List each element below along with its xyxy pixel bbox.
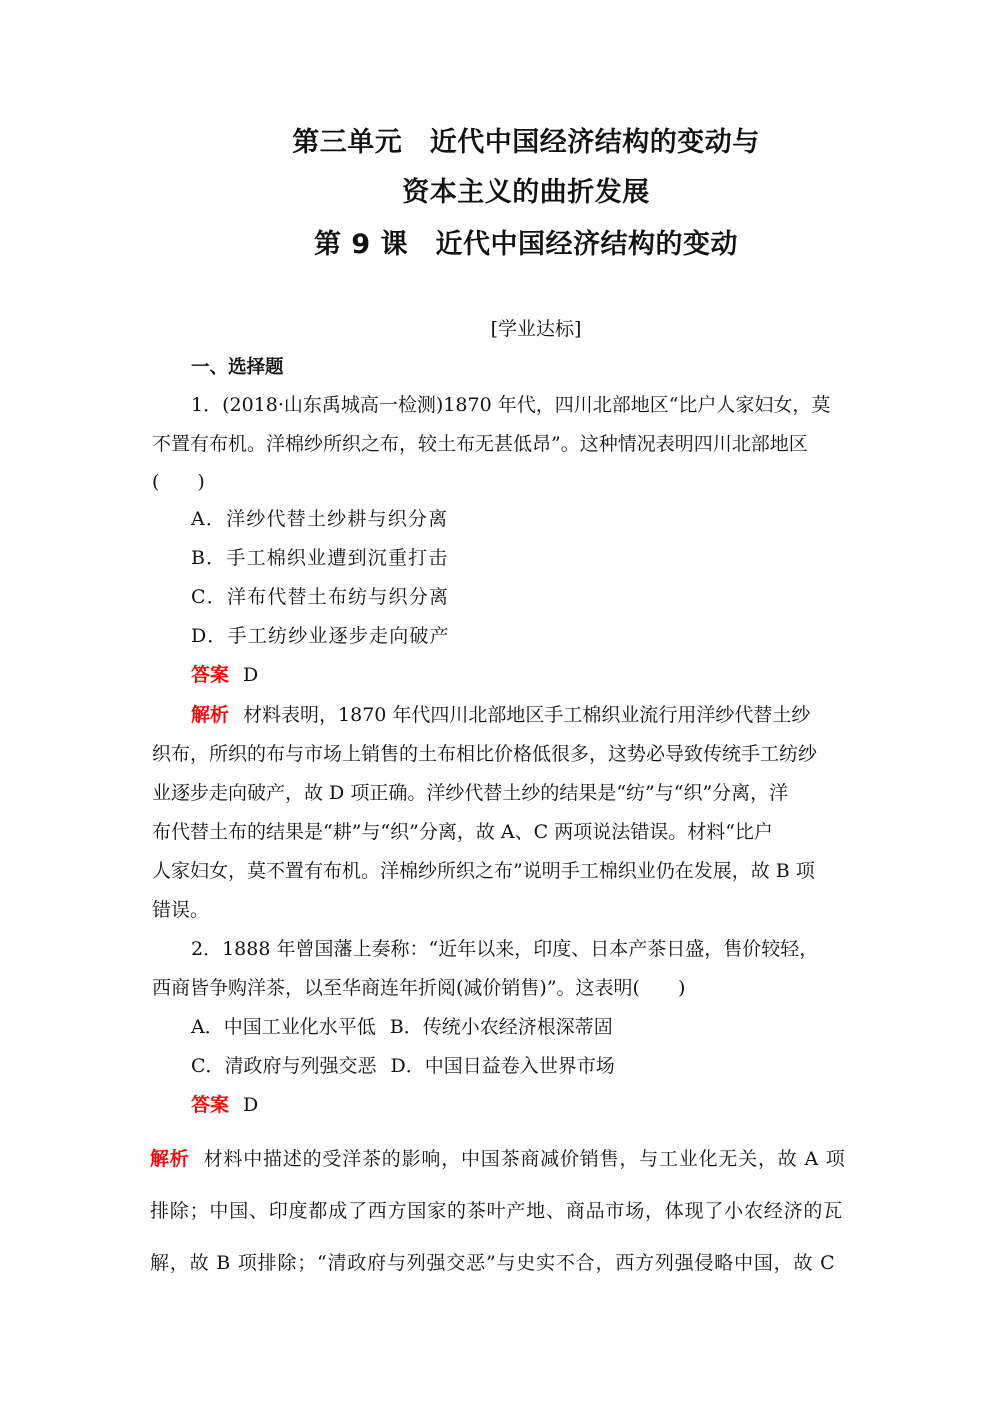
question-stem-line: 不置有布机。洋棉纱所织之布，较土布无甚低昂”。这种情况表明四川北部地区 [152,433,808,455]
analysis-line [150,1147,850,1171]
option-a: A．洋纱代替土纱耕与织分离 [191,508,449,530]
analysis-line: 错误。 [152,899,210,921]
analysis-line: 人家妇女，莫不置有布机。洋棉纱所织之布”说明手工棉织业仍在发展，故 B 项 [152,860,815,882]
option-c: C．洋布代替土布纺与织分离 [191,586,450,608]
option-d: D．手工纺纱业逐步走向破产 [191,625,450,647]
unit-subtitle: 资本主义的曲折发展 [402,177,650,208]
section-label: [学业达标] [490,318,582,340]
analysis-line: 布代替土布的结果是“耕”与“织”分离，故 A、C 两项说法错误。材料“比户 [152,821,773,843]
question-stem-line: ( ) [152,471,205,493]
analysis-line: 业逐步走向破产，故 D 项正确。洋纱代替土纱的结果是“纺”与“织”分离，洋 [152,782,789,804]
answer-label: 答案 [191,664,230,686]
option-b: B．手工棉织业遭到沉重打击 [191,547,449,569]
answer-value: D [243,1094,259,1116]
question-stem-line: 2．1888 年曾国藩上奏称：“近年以来，印度、日本产茶日盛，售价较轻， [191,938,819,960]
options-row [191,1054,891,1078]
question-stem-line: 西商皆争购洋茶，以至华商连年折阅(减价销售)”。这表明( ) [152,977,686,999]
answer-value: D [243,664,259,686]
analysis-label: 解析 [150,1148,190,1170]
option-d: D．中国日益卷入世界市场 [390,1055,615,1077]
option-b: B．传统小农经济根深蒂固 [389,1016,613,1038]
unit-title: 第三单元 近代中国经济结构的变动与 [292,127,760,158]
option-a: A．中国工业化水平低 [191,1016,376,1038]
option-c: C．清政府与列强交恶 [191,1055,377,1077]
analysis-line: 织布，所织的布与市场上销售的土布相比价格低很多，这势必导致传统手工纺纱 [152,743,818,765]
analysis-line: 解，故 B 项排除；“清政府与列强交恶”与史实不合，西方列强侵略中国，故 C [150,1252,836,1274]
question-stem-line: 1．(2018·山东禹城高一检测)1870 年代，四川北部地区“比户人家妇女，莫 [191,394,831,416]
analysis-line [191,703,891,727]
answer-label: 答案 [191,1094,230,1116]
lesson-title: 第 9 课 近代中国经济结构的变动 [313,229,739,260]
section-heading: 一、选择题 [191,357,284,378]
analysis-line: 排除；中国、印度都成了西方国家的茶叶产地、商品市场，体现了小农经济的瓦 [150,1200,844,1222]
answer-row [191,663,891,687]
analysis-label: 解析 [191,704,230,726]
options-row [191,1015,891,1039]
analysis-text: 材料表明，1870 年代四川北部地区手工棉织业流行用洋纱代替土纱 [243,704,811,726]
answer-row [191,1093,891,1117]
analysis-text: 材料中描述的受洋茶的影响，中国茶商减价销售，与工业化无关，故 A 项 [203,1148,846,1170]
